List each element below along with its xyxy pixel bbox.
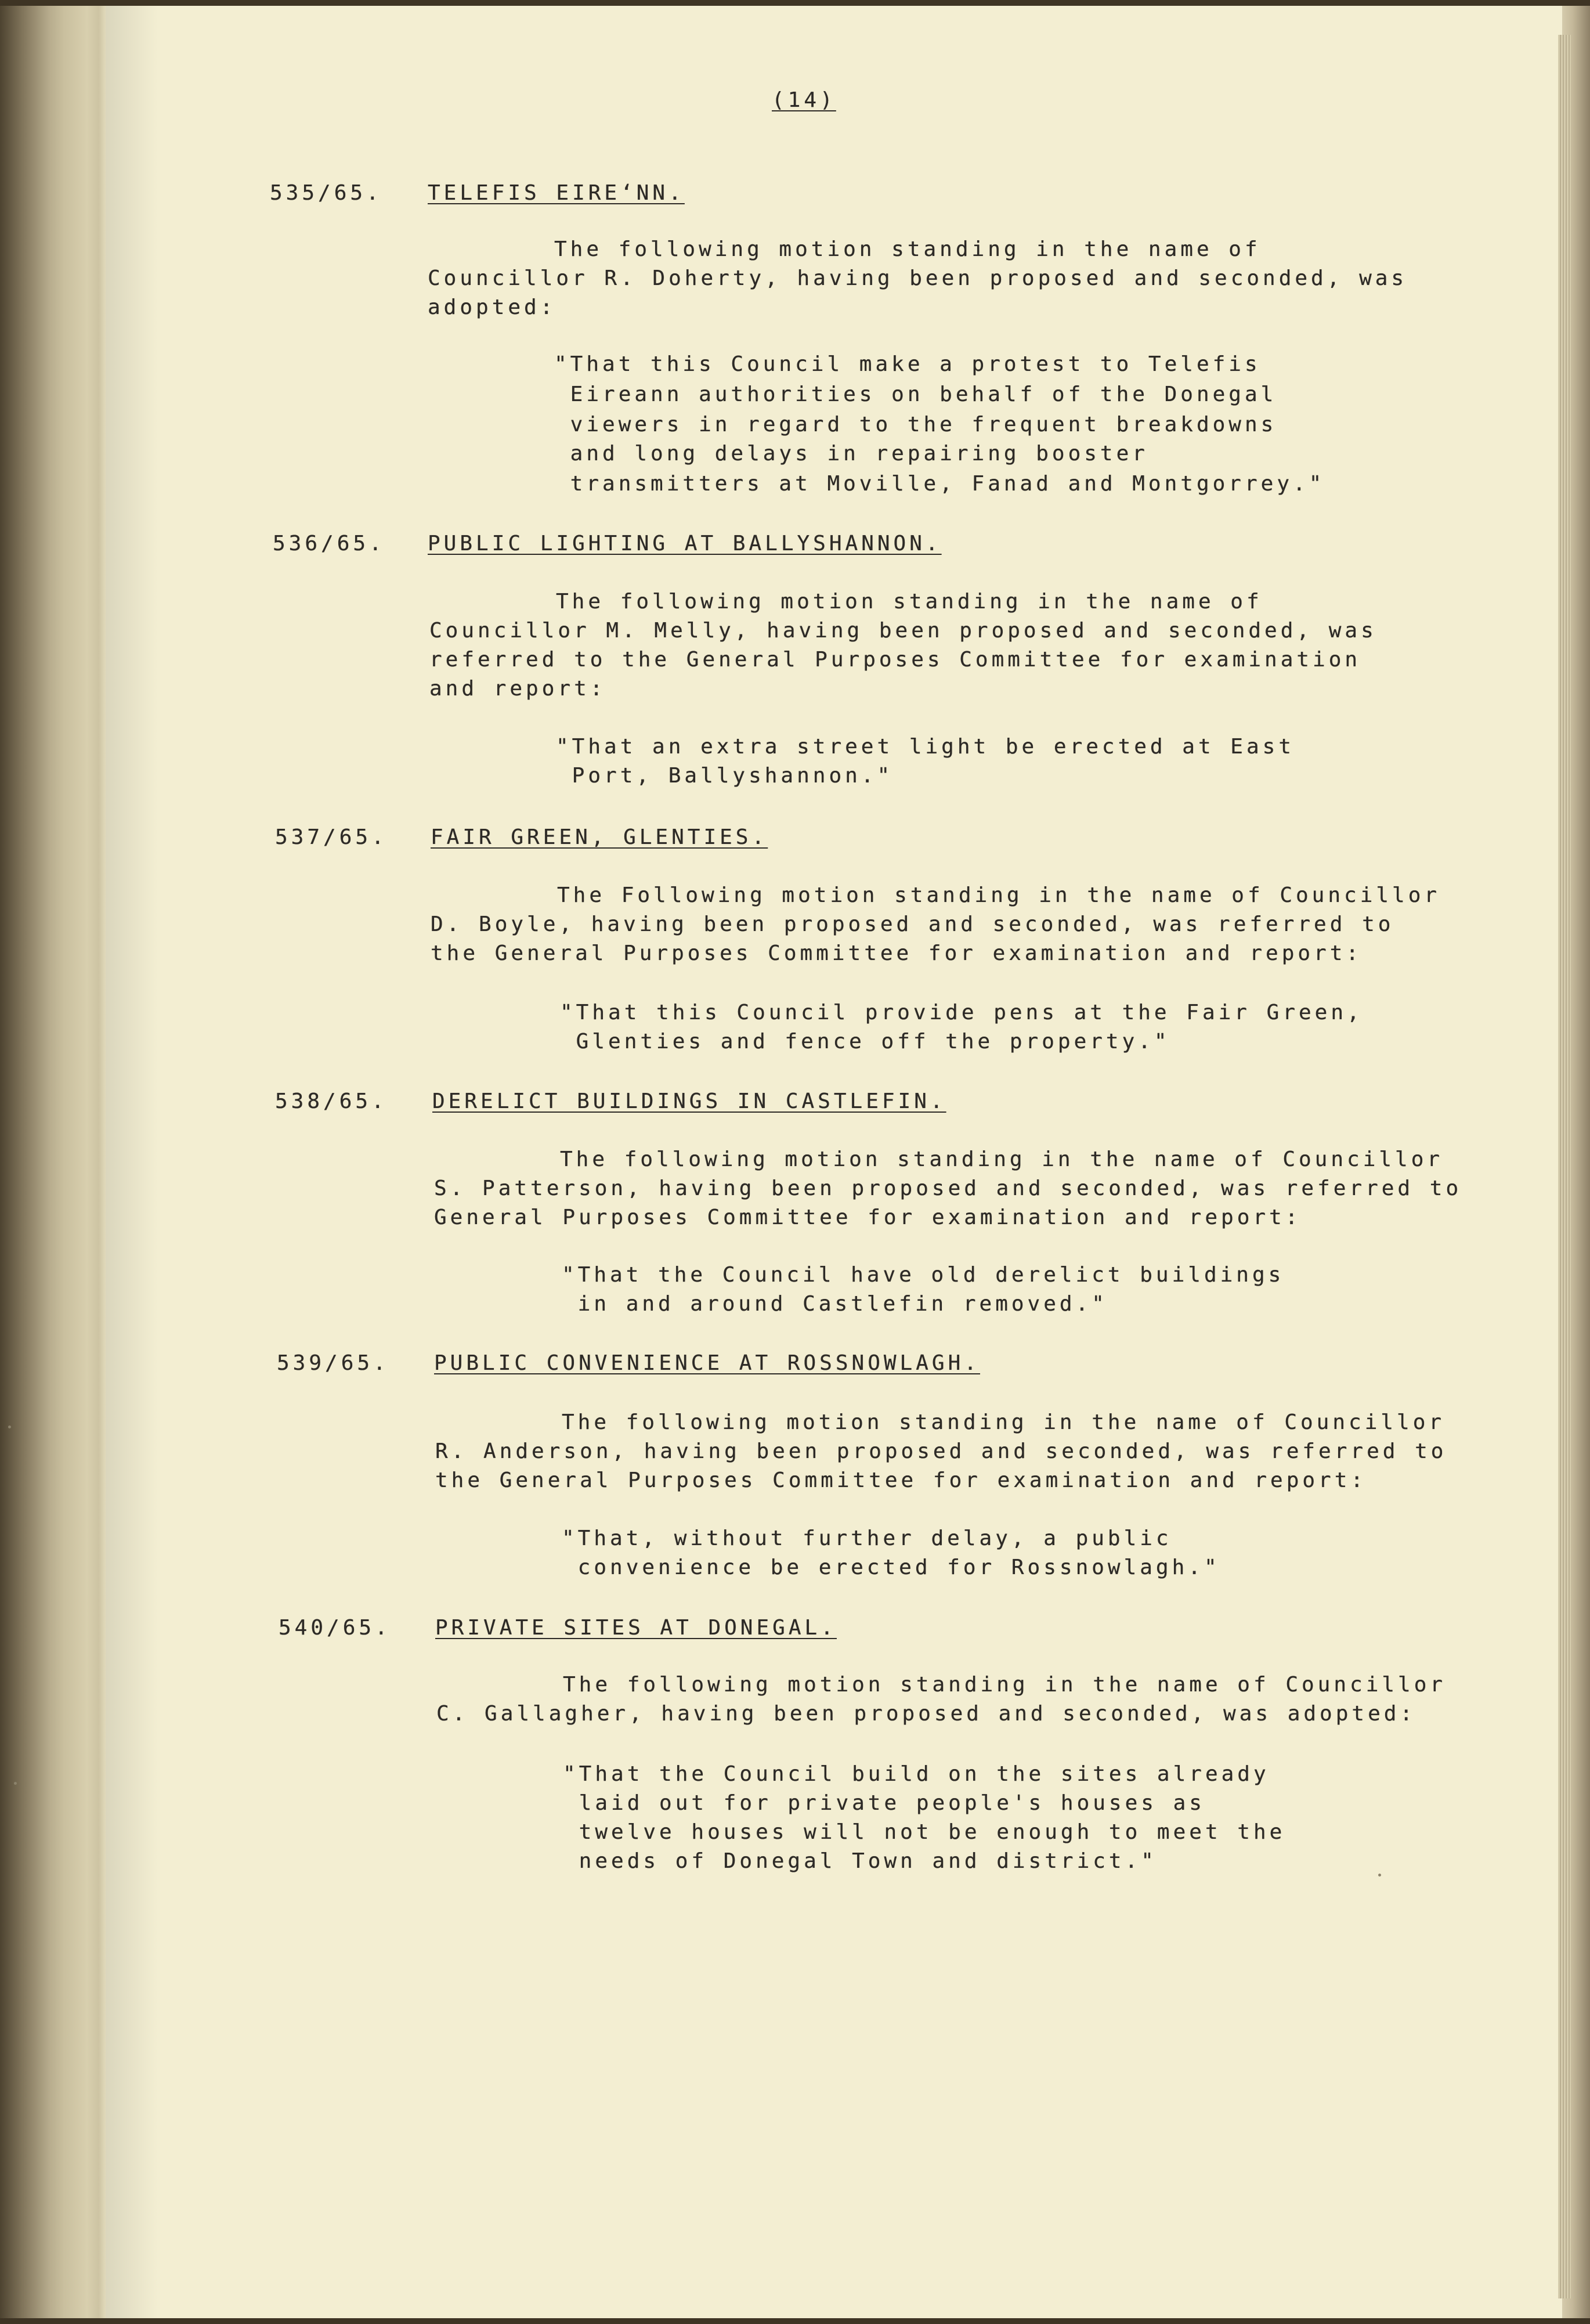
body-line: The following motion standing in the name of — [554, 237, 1261, 261]
body-line: the General Purposes Committee for examination and report: — [431, 941, 1363, 965]
body-line: C. Gallagher, having been proposed and seconded, was adopted: — [436, 1702, 1416, 1726]
item-number: 539/65. — [277, 1351, 389, 1375]
body-line: The following motion standing in the name of Councillor — [563, 1673, 1447, 1697]
item-heading: TELEFIS EIREʻNN. — [428, 181, 685, 205]
item-heading: PRIVATE SITES AT DONEGAL. — [435, 1616, 837, 1640]
item-heading: DERELICT BUILDINGS IN CASTLEFIN. — [432, 1089, 946, 1113]
body-line: S. Patterson, having been proposed and seconded, was referred to — [434, 1177, 1462, 1200]
body-line: D. Boyle, having been proposed and seconded, was referred to — [431, 912, 1394, 936]
quote-line: laid out for private people's houses as — [563, 1791, 1205, 1815]
body-line: the General Purposes Committee for examination and report: — [435, 1468, 1367, 1492]
quote-line: Eireann authorities on behalf of the Donegal — [554, 382, 1277, 406]
quote-line: needs of Donegal Town and district." — [563, 1849, 1157, 1873]
quote-line: convenience be erected for Rossnowlagh." — [562, 1556, 1220, 1579]
body-line: The following motion standing in the name of Councillor — [562, 1410, 1446, 1434]
body-line: General Purposes Committee for examination and report: — [434, 1206, 1302, 1229]
quote-line: Glenties and fence off the property." — [560, 1030, 1170, 1053]
quote-line: viewers in regard to the frequent breakdowns — [554, 413, 1277, 436]
body-line: referred to the General Purposes Committee for examination — [429, 648, 1361, 672]
quote-line: and long delays in repairing booster — [554, 442, 1148, 465]
item-heading: PUBLIC CONVENIENCE AT ROSSNOWLAGH. — [434, 1351, 980, 1375]
body-line: The Following motion standing in the name of Councillor — [557, 883, 1441, 907]
item-heading: FAIR GREEN, GLENTIES. — [431, 825, 768, 849]
page-speck — [1378, 1874, 1381, 1876]
scan-bottom-edge — [0, 2318, 1590, 2324]
quote-line: "That an extra street light be erected at East — [556, 735, 1295, 759]
item-number: 540/65. — [279, 1616, 391, 1640]
body-line: Councillor R. Doherty, having been proposed and seconded, was — [428, 266, 1408, 290]
scan-top-edge — [0, 0, 1590, 6]
quote-line: "That the Council have old derelict buildings — [562, 1263, 1285, 1287]
quote-line: in and around Castlefin removed." — [562, 1292, 1108, 1316]
quote-line: twelve houses will not be enough to meet the — [563, 1820, 1286, 1844]
item-number: 535/65. — [270, 181, 382, 205]
body-line: and report: — [429, 677, 606, 701]
quote-line: Port, Ballyshannon." — [556, 764, 894, 788]
body-line: adopted: — [428, 295, 556, 319]
gutter-speck — [14, 1782, 17, 1785]
quote-line: "That this Council make a protest to Telefis — [554, 352, 1261, 376]
item-heading: PUBLIC LIGHTING AT BALLYSHANNON. — [428, 532, 942, 555]
body-line: The following motion standing in the name of — [556, 590, 1263, 614]
gutter-speck — [8, 1426, 11, 1428]
body-line: R. Anderson, having been proposed and seconded, was referred to — [435, 1439, 1447, 1463]
quote-line: "That this Council provide pens at the Fair Green, — [560, 1001, 1363, 1024]
body-line: The following motion standing in the name of Councillor — [560, 1147, 1444, 1171]
page-edges — [1558, 35, 1571, 2298]
page-number: (14) — [772, 88, 836, 112]
item-number: 536/65. — [273, 532, 385, 555]
quote-line: transmitters at Moville, Fanad and Montgorrey." — [554, 472, 1325, 496]
quote-line: "That the Council build on the sites already — [563, 1762, 1270, 1786]
item-number: 538/65. — [275, 1089, 388, 1113]
item-number: 537/65. — [275, 825, 388, 849]
quote-line: "That, without further delay, a public — [562, 1527, 1172, 1550]
body-line: Councillor M. Melly, having been proposed and seconded, was — [429, 619, 1377, 643]
